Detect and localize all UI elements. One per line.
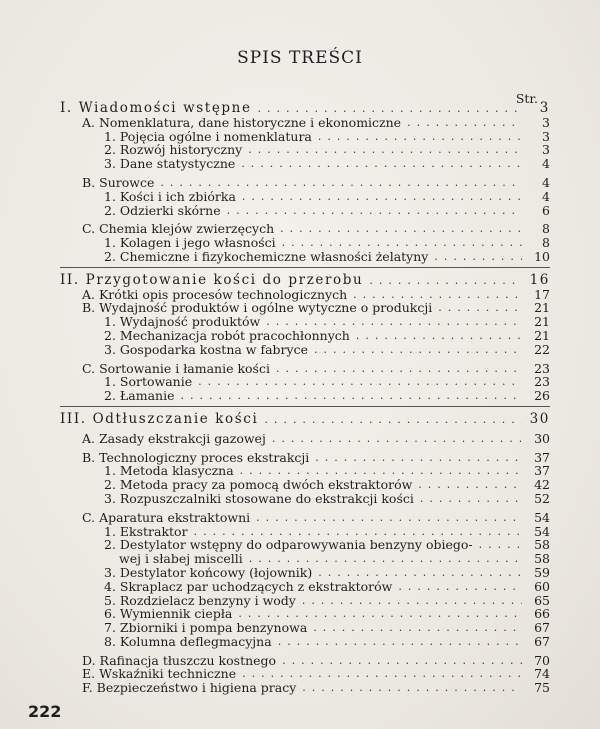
dot-leader [242,667,522,681]
toc-entry-page: 37 [534,449,550,465]
dot-leader [276,362,522,376]
toc-entry-label: 3. Destylator końcowy (łojownik) [104,564,313,580]
toc-entry-label: I. Wiadomości wstępne [60,100,252,116]
toc-entry-sub [60,621,550,635]
toc-entry-page: 65 [534,592,550,608]
toc-entry-page: 8 [542,235,550,251]
toc-entry-page: 54 [534,509,550,525]
toc-entry-label: 4. Skraplacz par uchodzących z ekstraktorów [104,578,393,594]
toc-entry-sub [60,464,550,478]
toc-entry-page: 75 [534,680,550,696]
dot-leader [160,176,522,190]
toc-entry-label: 3. Rozpuszczalniki stosowane do ekstrakcji kości [104,490,414,506]
toc-entry-sub [60,607,550,621]
toc-entry-label: A. Krótki opis procesów technologicznych [82,286,348,302]
toc-entry-chapter [60,410,550,427]
toc-entry-chapter [60,271,550,288]
toc-entry-label: B. Surowce [82,174,155,190]
toc-entry-sub [60,389,550,403]
toc-entry-label: B. Wydajność produktów i ogólne wytyczne o produkcji [82,300,433,316]
dot-leader [434,250,522,264]
toc-entry-label: 7. Zbiorniki i pompa benzynowa [104,620,308,636]
toc-entry-section [60,301,550,315]
toc-entry-page: 21 [534,314,550,330]
toc-entry-sub [60,315,550,329]
toc-entry-page: 4 [542,174,550,190]
dot-leader [302,681,522,695]
toc-entry-label: D. Rafinacja tłuszczu kostnego [82,652,277,668]
dot-leader [282,236,522,250]
toc-entry-section [60,511,550,525]
toc-entry-sub [60,635,550,649]
toc-entry-page: 74 [534,666,550,682]
toc-entry-label: 1. Kolagen i jego własności [104,235,276,251]
toc-entry-page: 23 [534,360,550,376]
toc-entry-page: 3 [542,128,550,144]
toc-entry-page: 23 [534,374,550,390]
toc-entry-page: 30 [534,430,550,446]
dot-leader [318,566,522,580]
toc-entry-section [60,176,550,190]
dot-leader [256,511,522,525]
toc-entry-section [60,362,550,376]
toc-entry-page: 22 [534,341,550,357]
toc-entry-page: 6 [542,202,550,218]
dot-leader [249,552,522,566]
toc-entry-label: 8. Kolumna deflegmacyjna [104,633,272,649]
dot-leader [398,580,522,594]
toc-entry-label: A. Nomenklatura, dane historyczne i ekonomiczne [82,114,402,130]
dot-leader [314,343,522,357]
toc-entry-section [60,222,550,236]
dot-leader [369,274,522,288]
toc-entry-page: 67 [534,633,550,649]
dot-leader [282,654,522,668]
toc-entry-chapter [60,102,550,116]
toc-entry-page: 10 [534,248,550,264]
toc-entry-label: 2. Metoda pracy za pomocą dwóch ekstraktorów [104,477,413,493]
toc-entry-sub [60,525,550,539]
toc-entry-sub [60,492,550,506]
toc-entry-page: 60 [534,578,550,594]
toc-entry-sub [60,157,550,171]
toc-entry-page: 8 [542,221,550,237]
dot-leader [418,478,522,492]
dot-leader [272,432,522,446]
dot-leader [266,315,522,329]
toc-entry-page: 59 [534,564,550,580]
toc-entry-sub [60,143,550,157]
dot-leader [407,116,522,130]
dot-leader [313,621,522,635]
dot-leader [318,130,522,144]
toc-entry-page: 3 [539,100,550,116]
toc-entry-sub [60,594,550,608]
toc-entry-sub [60,566,550,580]
toc-entry-page: 3 [542,114,550,130]
toc-entry-label: 6. Wymiennik ciepła [104,606,233,622]
toc-entry-sub [60,343,550,357]
toc-entry-page: 54 [534,523,550,539]
toc-entry-page: 17 [534,286,550,302]
toc-entry-page: 16 [529,271,550,288]
toc-entry-label: B. Technologiczny proces ekstrakcji [82,449,310,465]
toc-entry-page: 21 [534,327,550,343]
toc-entry-label: wej i słabej miscelli [119,551,243,567]
dot-leader [356,329,522,343]
dot-leader [353,288,522,302]
toc-entry-page: 30 [529,410,550,427]
toc-entry-page: 58 [534,537,550,553]
toc-entry-label: III. Odtłuszczanie kości [60,410,259,427]
dot-leader [241,157,522,171]
toc-entry-label: C. Chemia klejów zwierzęcych [82,221,275,237]
dot-leader [479,538,522,552]
dot-leader [278,635,522,649]
toc-entry-page: 70 [534,652,550,668]
dot-leader [315,451,522,465]
toc-entry-label: 2. Destylator wstępny do odparowywania benzyny obiego- [104,537,473,553]
dot-leader [264,413,522,427]
dot-leader [438,301,522,315]
dot-leader [238,607,522,621]
toc-entry-section [60,681,550,695]
dot-leader [240,464,522,478]
chapter-divider [60,406,550,407]
toc-entry-section [60,654,550,668]
toc-entry-sub [60,478,550,492]
page-title: SPIS TREŚCI [237,48,363,68]
toc-entry-page: 4 [542,188,550,204]
toc-entry-label: 2. Odzierki skórne [104,202,221,218]
chapter-divider [60,267,550,268]
toc-entry-sub [60,204,550,218]
toc-entry-label: 1. Ekstraktor [104,523,188,539]
toc-entry-page: 67 [534,620,550,636]
toc-entry-page: 3 [542,142,550,158]
toc-entry-label: 2. Rozwój historyczny [104,142,243,158]
dot-leader [194,525,522,539]
dot-leader [180,389,522,403]
toc-entry-label: F. Bezpieczeństwo i higiena pracy [82,680,297,696]
toc-entry-label: 1. Kości i ich zbiórka [104,188,236,204]
toc-entry-label: 1. Sortowanie [104,374,193,390]
dot-leader [280,222,522,236]
toc-entry-label: 1. Metoda klasyczna [104,463,234,479]
toc-entry-label: C. Aparatura ekstraktowni [82,509,251,525]
dot-leader [198,375,522,389]
footer-page-number: 222 [28,702,62,721]
dot-leader [227,204,522,218]
toc-entry-sub [60,329,550,343]
toc-entry-label: II. Przygotowanie kości do przerobu [60,271,364,288]
toc-entry-section [60,451,550,465]
toc-entry-label: A. Zasady ekstrakcji gazowej [82,430,266,446]
toc-entry-page: 37 [534,463,550,479]
toc-entry-section [60,288,550,302]
toc-entry-page: 21 [534,300,550,316]
toc-entry-label: 1. Pojęcia ogólne i nomenklatura [104,128,312,144]
toc-entry-page: 4 [542,156,550,172]
toc-entry-page: 58 [534,551,550,567]
dot-leader [258,102,522,116]
dot-leader [420,492,522,506]
dot-leader [242,190,522,204]
toc-entry-page: 26 [534,388,550,404]
toc-entry-label: 3. Gospodarka kostna w fabryce [104,341,308,357]
toc-entry-sub [60,375,550,389]
toc-entry-section [60,667,550,681]
toc-entry-label: 1. Wydajność produktów [104,314,261,330]
toc-entry-label: C. Sortowanie i łamanie kości [82,360,270,376]
toc-entry-section [60,432,550,446]
toc-entry-sub [60,190,550,204]
table-of-contents [60,102,550,695]
toc-entry-label: E. Wskaźniki techniczne [82,666,237,682]
toc-entry-sub [60,580,550,594]
toc-entry-label: 2. Chemiczne i fizykochemiczne własności żelatyny [104,248,429,264]
page-column-label: Str. [515,91,538,106]
toc-entry-sub [60,250,550,264]
toc-entry-cont [60,552,550,566]
toc-entry-label: 2. Łamanie [104,388,175,404]
toc-entry-section [60,116,550,130]
toc-entry-label: 2. Mechanizacja robót pracochłonnych [104,327,350,343]
toc-entry-page: 42 [534,477,550,493]
dot-leader [302,594,522,608]
dot-leader [248,143,522,157]
toc-entry-label: 3. Dane statystyczne [104,156,236,172]
toc-entry-page: 52 [534,490,550,506]
toc-entry-label: 5. Rozdzielacz benzyny i wody [104,592,296,608]
toc-entry-sub [60,538,550,552]
toc-entry-sub [60,130,550,144]
toc-entry-page: 66 [534,606,550,622]
toc-entry-sub [60,236,550,250]
